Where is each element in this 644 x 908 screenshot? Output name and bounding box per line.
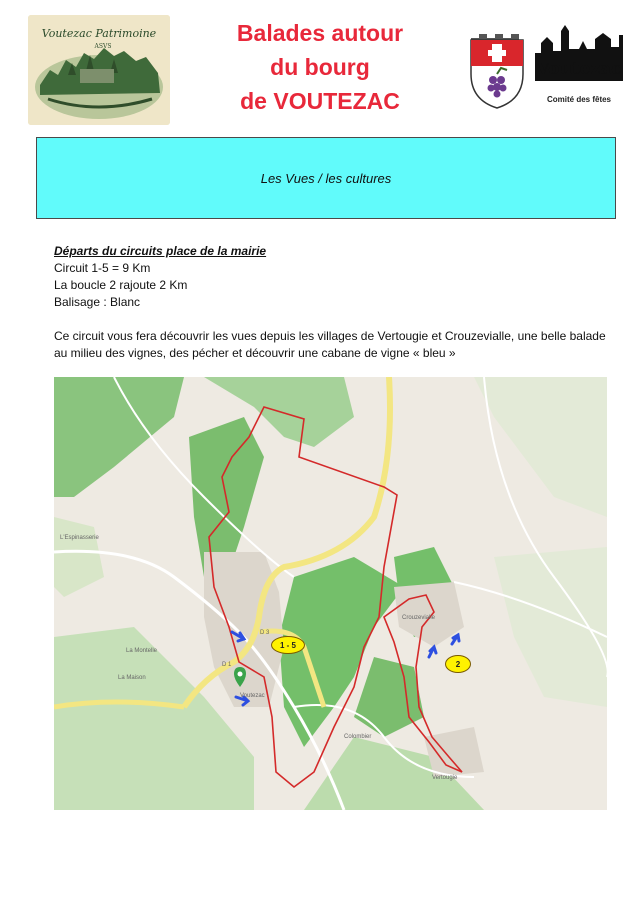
- circuit-summary: Ce circuit vous fera découvrir les vues depuis les villages de Vertougie et Crouzevialle, une belle balade au milieu des vignes, des pécher et découvrir une cabane de vigne « bleu »: [54, 329, 606, 360]
- map-label-maison: La Maison: [118, 675, 146, 681]
- circuit-description: [54, 243, 614, 362]
- patrimoine-logo-subtext: ASVS: [94, 43, 112, 50]
- comite-logos: [465, 15, 625, 118]
- patrimoine-logo: [28, 15, 170, 125]
- circuit-1-5-marker: 1 - 5: [271, 636, 305, 654]
- map-label-colombier: Colombier: [344, 734, 372, 740]
- route-map-canvas: [54, 377, 607, 810]
- loop-2-marker: 2: [445, 655, 471, 673]
- title-line-3: de VOUTEZAC: [240, 88, 400, 114]
- departure-heading: Départs du circuits place de la mairie: [54, 244, 267, 258]
- waymarking: Balisage : Blanc: [54, 295, 141, 309]
- comite-logo-caption: Comité des fêtes: [546, 95, 612, 104]
- map-label-espinasserie: L'Espinasserie: [60, 535, 99, 541]
- coat-of-arms-icon: [467, 30, 529, 110]
- map-label-crouzevialle: Crouzevialle: [402, 615, 436, 621]
- title-line-2: du bourg: [270, 54, 370, 80]
- route-map: [54, 377, 607, 810]
- loop-length: La boucle 2 rajoute 2 Km: [54, 278, 188, 292]
- start-pin-dot: [238, 672, 243, 677]
- map-label-d1: D 1: [222, 662, 232, 668]
- map-label-voutezac: Voutezac: [240, 693, 265, 699]
- patrimoine-logo-text: Voutezac Patrimoine: [41, 27, 157, 40]
- theme-banner-text: Les Vues / les cultures: [260, 170, 392, 186]
- title-line-1: Balades autour: [236, 20, 404, 46]
- map-label-vertougie: Vertougie: [432, 775, 458, 781]
- circuit-length: Circuit 1-5 = 9 Km: [54, 261, 151, 275]
- map-label-d3: D 3: [260, 630, 270, 636]
- theme-banner: [36, 137, 616, 219]
- page-title: [200, 16, 440, 118]
- comite-logo-text: Voutezac: [536, 59, 622, 79]
- map-label-montelle: La Montelle: [126, 648, 158, 654]
